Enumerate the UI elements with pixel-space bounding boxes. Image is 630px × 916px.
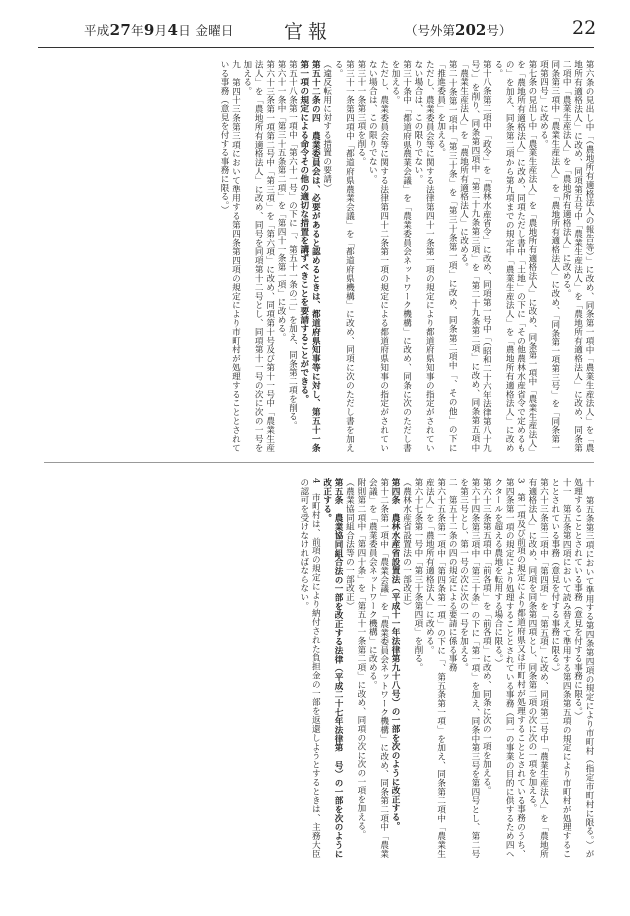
paragraph: 第五十八条第一項中「第六十一号」の下に「、第五十一条の二」を加え、同条第二項を削る。 [287, 60, 298, 430]
article-paragraph: 第五条 農業協同組合法の一部を改正する法律（平成二十七年法律第 号）の一部を次のように改正する。 [321, 478, 344, 858]
month: 9 [143, 21, 155, 39]
paragraph: 第三十一条第四項中「都道府県農業会議」を「都道府県機構」に改め、同項に次のただし書を加える。 [333, 60, 355, 452]
weekday: 金曜日 [195, 23, 234, 38]
paragraph: 二 第五十二条の四の規定による要請に係る事務 [447, 478, 458, 672]
paragraph: 第六十三条第一項第二号中「第三項」を「第六項」に改め、同項第十号及び第十一号中「農業生産法人」を「農地所有適格法人」に改め、同号を同項第十二号とし、同項第十一号の次に次の一号を加える。 [241, 60, 275, 452]
month-unit: 月 [154, 23, 168, 38]
year: 27 [109, 21, 132, 39]
paragraph: 十一 第五条第四項において読み替えて準用する第四条第五項の規定により市町村が処理することとされている事務（意見を付する事務に限る。） [549, 478, 572, 858]
year-unit: 年 [131, 23, 144, 38]
page-number: 22 [572, 17, 597, 39]
paragraph: 第六十一条中「第三十五条第二項」を「第四十一条第一項」に改める。 [276, 60, 287, 342]
day-unit: 日 [178, 23, 192, 38]
header-rule [38, 47, 594, 48]
day: 4 [167, 21, 179, 39]
paragraph: 第六十七条第一号中「第三十条第四項」を削る。 [412, 478, 423, 672]
column-divider [44, 462, 594, 463]
paragraph: 第六十三条第五項中「前各項」を「前各項」に改め、同条に次の一項を加える。 [481, 478, 492, 795]
issue-number-value: 202 [455, 21, 487, 39]
paragraph: 附則第二項中「第四十条」を「第五十一条第二項」に改め、同項の次に次の一項を加える。 [355, 478, 366, 839]
section-heading: （違反転用に対する措置の要請） [321, 60, 332, 192]
issue-date [84, 21, 234, 39]
article-paragraph: 第四条 農林水産省設置法（平成十一年法律第九十八号）の一部を次のように改正する。 [390, 478, 401, 830]
paragraph: 第三十条中「都道府県農業会議」を「農業委員会ネットワーク機構」に改め、同条に次のただし書を加える。 [390, 60, 412, 452]
issue-number [405, 21, 511, 39]
paragraph: 第六十三条第二項中「第四項」を「第五項」に改め、同項第二号中「農業生産法人」を「農地所有適格法人」に改め、同項を同条第四項とし、同条第二項の次に次の一項を加える。 [526, 478, 549, 858]
paragraph: 第六条の見出し中「（農地所有適格法人の報告等）」に改め、同条第一項中「農業生産法人」を「農地所有適格法人」に改め、同項第五号中「農業生産法人」を「農地所有適格法人」に改め、同条第二項中「農業生産法人」を「農地所有適格法人」に改める。 [561, 60, 594, 452]
paragraph: 第二十条第一項中「第三十条」を「第三十条第一項」に改め、同条第二項中「、その他」の下に「推進委員」を加える。 [435, 60, 458, 452]
paragraph: 第七条の見出し中「農業生産法人」を「農地所有適格法人」に改め、同条第一項中「農業生産法人」を「農地所有適格法人」に改め、同項ただし書中「土地」の下に「その他農林水産省令で定めるもの」を加え、同条第二項から第九項までの規定中「農業生産法人」を「農地所有適格法人」に改める。 [492, 60, 537, 452]
paragraph: 十 第五条第三項において準用する第四条第四項の規定により市町村（指定市町村に限る。）が処理することとされている事務（意見を付する事務に限る。） [572, 478, 594, 858]
page-header [0, 0, 630, 58]
paragraph: ただし、農業委員会等に関する法律第四十二条第一項の規定による都道府県知事の指定がされていない場合は、この限りでない。 [367, 60, 389, 452]
section-heading: （農林水産省設置法の一部改正） [401, 478, 412, 610]
paragraph: 第六十四条第三項中「第三十条」の下に「第一項」を加え、同条中第三号を第四号とし、第二号を第三号とし、第一号の次に次の一号を加える。 [458, 478, 480, 858]
issue-prefix: （号外第 [405, 23, 456, 38]
lower-text-block [44, 478, 594, 858]
paragraph: 九 第四十三条第三項において準用する第四条第四項の規定により市町村が処理することとされている事務（意見を付する事務に限る。） [219, 60, 241, 452]
paragraph: 同条第三項中「農業生産法人」を「農地所有適格法人」に改め、「同条第一項第三号」を「同条第一項第四号」に改める。 [538, 60, 560, 452]
section-heading: （農業協同組合法等の一部改正） [344, 478, 355, 610]
paragraph: 第六十五条第一項中「第四条第一項」の下に「、第五条第一項」を加え、同条第二項中「農業生産法人」を「農地所有適格法人」に改める。 [424, 478, 446, 858]
era: 平成 [84, 23, 110, 38]
article-paragraph: 第五十二条の四 農業委員会は、必要があると認めるときは、都道府県知事等に対し、第五十一条第一項の規定による命令その他の適切な措置を講ずべきことを要請することができる。 [298, 60, 321, 452]
paragraph: 第三十一条第三項を削る。 [355, 60, 366, 166]
paragraph: 第十八条第二項中「政令」を「農林水産省令」に改め、同項第一号中「（昭和二十六年法律第八十九号）」を削り、同条第四項中「第二十九条第三項」を「第二十九条第二項」に改め、同条第五項中「農業生産法人」を「農地所有適格法人」に改める。 [458, 60, 492, 452]
paragraph: 3 第一項及び前項の規定により都道府県又は市町村が処理することとされている事務のうち、第四条第一項の規定により処理することとされている事務（同一の事業の目的に供するため四ヘクタールを超える農地を転用する場合に限る。） [492, 478, 526, 858]
upper-text-block [44, 60, 594, 452]
paragraph: 4 市町村は、前項の規定により納付された負担金の一部を返還しようとするときは、主務大臣の認可を受けなければならない。 [298, 478, 321, 858]
gazette-title: 官報 [284, 21, 333, 43]
paragraph: 第十二条第一項中「農業会議」を「農業委員会ネットワーク機構」に改め、同条第二項中「農業会議」を「農業委員会ネットワーク機構」に改める。 [367, 478, 389, 858]
paragraph: ただし、農業委員会等に関する法律第四十一条第一項の規定により都道府県知事の指定がされていない場合は、この限りでない。 [412, 60, 435, 452]
issue-suffix: 号） [486, 23, 512, 38]
